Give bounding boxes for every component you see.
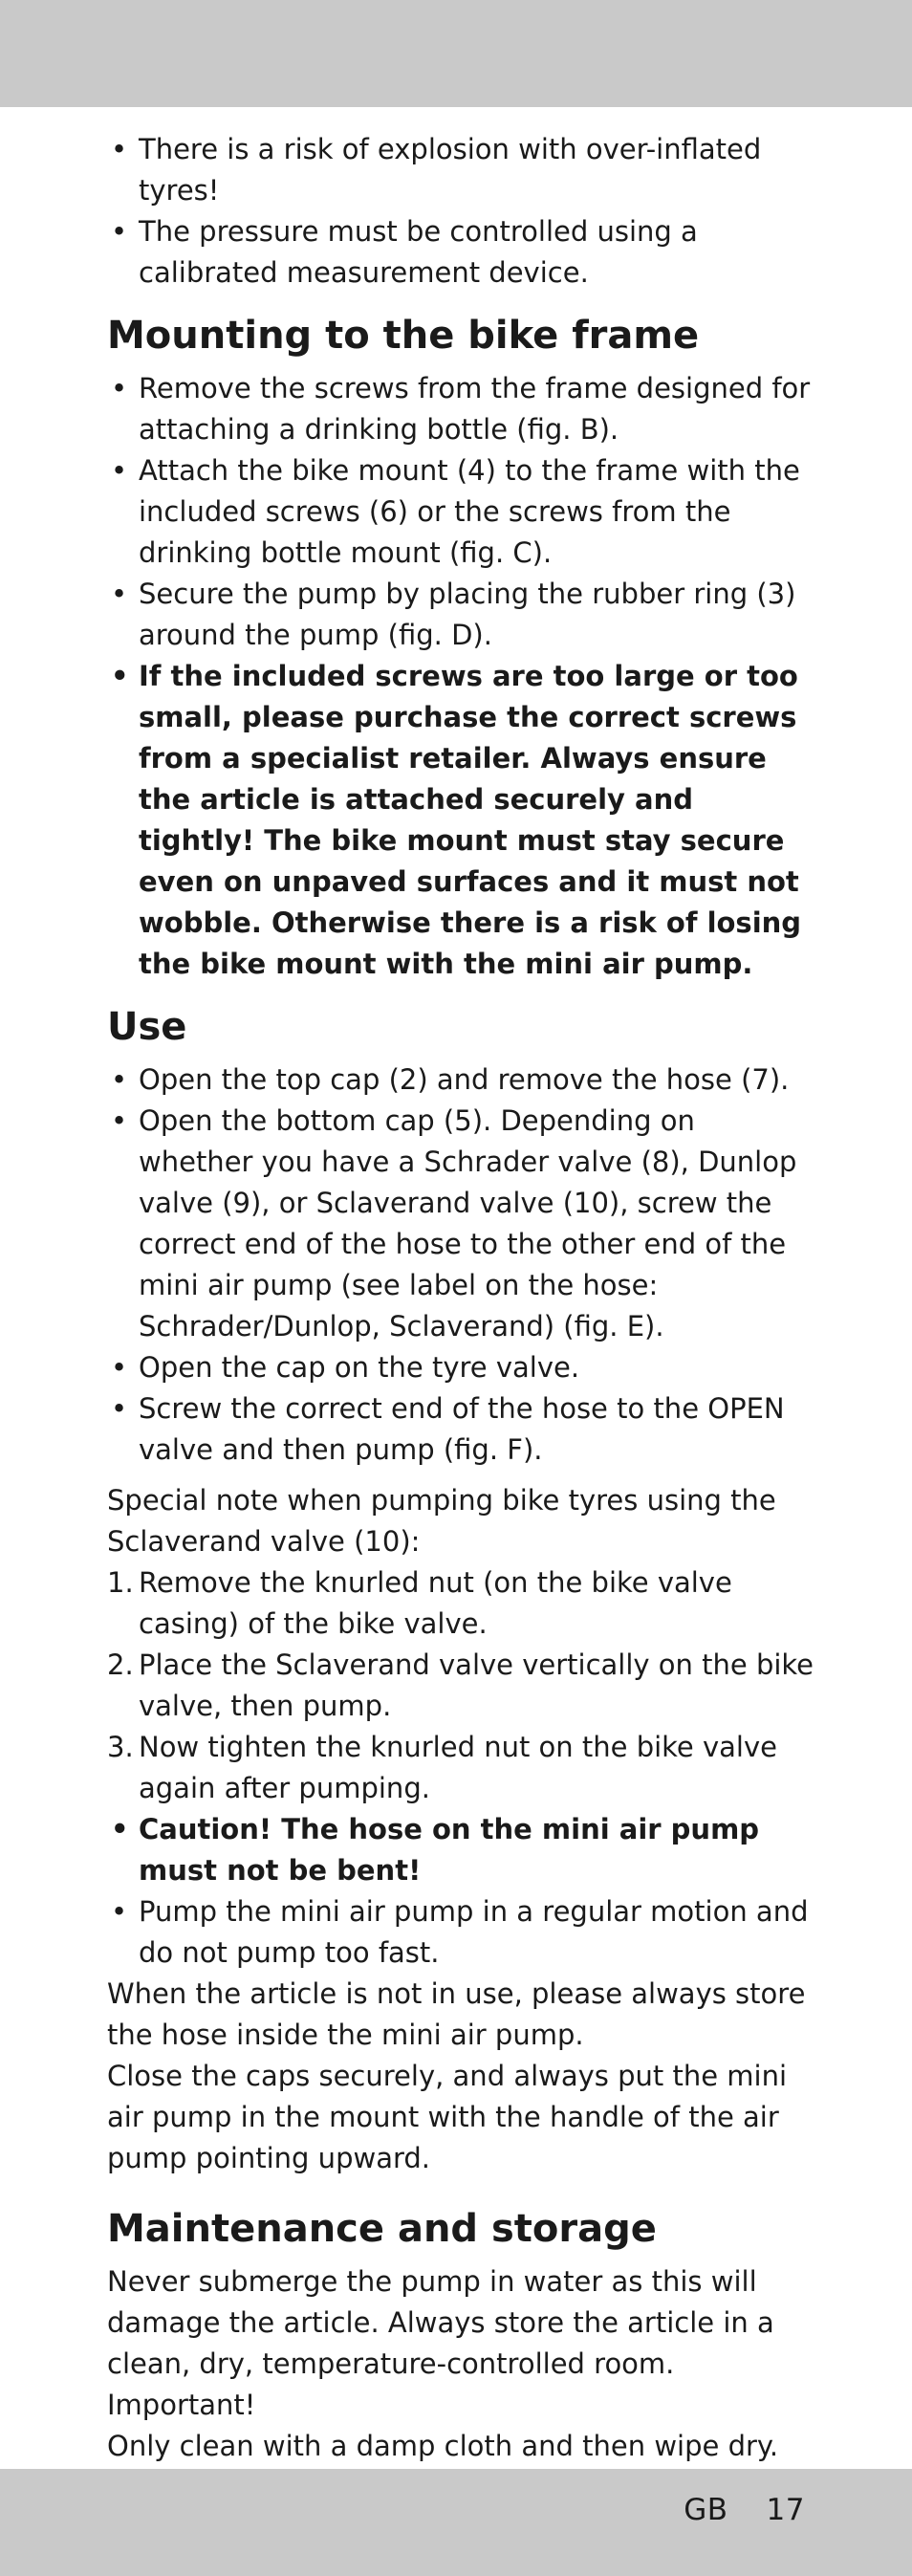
section-heading-maintenance: Maintenance and storage	[107, 2207, 657, 2251]
step-text: Place the Sclaverand valve vertically on the bike valve, then pump.	[139, 1648, 814, 1722]
maintenance-paragraph: Never submerge the pump in water as this will damage the article. Always store the article in a clean, dry, temperature-controlled room. Important!	[107, 2265, 774, 2421]
step-item	[107, 1645, 814, 1727]
step-text: Now tighten the knurled nut on the bike valve again after pumping.	[139, 1731, 777, 1804]
storage-paragraph: When the article is not in use, please always store the hose inside the mini air pump.	[107, 1977, 806, 2051]
page-number: 17	[766, 2493, 805, 2527]
use-bullet-list	[107, 1059, 814, 1471]
step-number: 2.	[107, 1648, 134, 1681]
list-item: • Screw the correct end of the hose to the OPEN valve and then pump (fig. F).	[107, 1388, 814, 1471]
sclaverand-steps	[107, 1562, 814, 1809]
list-item: • Attach the bike mount (4) to the frame with the included screws (6) or the screws from the drinking bottle mount (fig. C).	[107, 450, 814, 574]
step-item	[107, 1727, 814, 1809]
step-item	[107, 1562, 814, 1645]
list-item: • Pump the mini air pump in a regular motion and do not pump too fast.	[107, 1891, 814, 1974]
list-item: • Secure the pump by placing the rubber ring (3) around the pump (fig. D).	[107, 574, 814, 656]
page-footer	[684, 2493, 805, 2527]
step-number: 1.	[107, 1566, 134, 1599]
storage-paragraph: Close the caps securely, and always put the mini air pump in the mount with the handle of the air pump pointing upward.	[107, 2060, 788, 2174]
maintenance-paragraph: Only clean with a damp cloth and then wipe dry.	[107, 2430, 779, 2462]
caution-note: • Caution! The hose on the mini air pump must not be bent!	[107, 1809, 814, 1891]
section-heading-mounting: Mounting to the bike frame	[107, 314, 700, 358]
list-item: • Open the top cap (2) and remove the hose (7).	[107, 1059, 814, 1101]
mounting-bullet-list	[107, 368, 814, 985]
use-caution-list	[107, 1809, 814, 1974]
list-item: • Open the bottom cap (5). Depending on whether you have a Schrader valve (8), Dunlop valve (9), or Sclaverand valve (10), screw the correct end of the hose to the other end of the mini air pump (see label on the hose: Schrader/Dunlop, Sclaverand) (fig. E).	[107, 1101, 814, 1347]
step-number: 3.	[107, 1731, 134, 1763]
section-heading-use: Use	[107, 1005, 187, 1049]
mounting-warning: • If the included screws are too large or too small, please purchase the correct screws from a specialist retailer. Always ensure the article is attached securely and tightly! The bike mount must stay secure even on unpaved surfaces and it must not wobble. Otherwise there is a risk of losing the bike mount with the mini air pump.	[107, 656, 814, 985]
manual-content	[107, 129, 814, 2467]
list-item: • Remove the screws from the frame designed for attaching a drinking bottle (fig. B).	[107, 368, 814, 450]
language-code: GB	[684, 2493, 728, 2527]
list-item: • The pressure must be controlled using a calibrated measurement device.	[107, 211, 814, 294]
list-item: • There is a risk of explosion with over-inflated tyres!	[107, 129, 814, 211]
step-text: Remove the knurled nut (on the bike valve casing) of the bike valve.	[139, 1566, 732, 1640]
intro-bullet-list	[107, 129, 814, 294]
special-note: Special note when pumping bike tyres using the Sclaverand valve (10):	[107, 1484, 776, 1558]
header-band	[0, 0, 912, 107]
list-item: • Open the cap on the tyre valve.	[107, 1347, 814, 1388]
